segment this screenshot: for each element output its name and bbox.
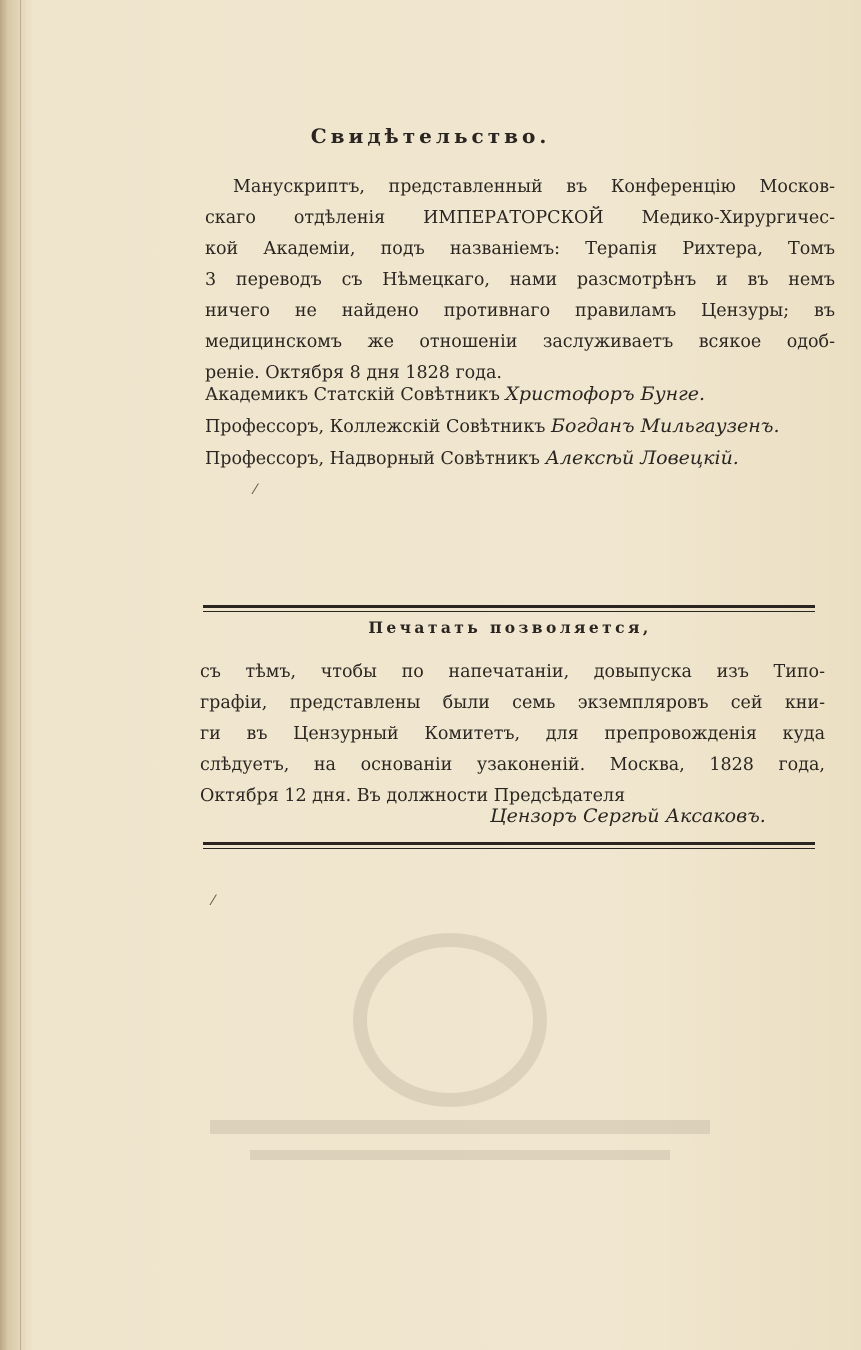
bleed-through-shadow [150, 900, 770, 1200]
signature-title: Профессоръ, Коллежскій Совѣтникъ [205, 417, 546, 437]
separator-rule-bottom [203, 842, 815, 845]
paragraph-line: Манускриптъ, представленный въ Конференцію Москов- [233, 177, 835, 197]
signature-block [205, 379, 835, 475]
paragraph-line: скаго отдѣленія ИМПЕРАТОРСКОЙ Медико-Хирургичес- [205, 208, 835, 228]
spine-fold-line [20, 0, 21, 1350]
paragraph-line: графіи, представлены были семь экземпляровъ сей кни- [200, 693, 825, 713]
paragraph-line: слѣдуетъ, на основаніи узаконеній. Москва, 1828 года, [200, 755, 825, 775]
separator-rule-top [203, 605, 815, 608]
separator-rule-bottom-thin [203, 848, 815, 849]
paragraph-line: ги въ Цензурный Комитетъ, для препровожденія куда [200, 724, 825, 744]
signature-line [205, 443, 835, 475]
paragraph-line: Октября 12 дня. Въ должности Предсѣдателя [200, 786, 626, 806]
paragraph-line: медицинскомъ же отношеніи заслуживаетъ всякое одоб- [205, 332, 835, 352]
paragraph-line: кой Академіи, подъ названіемъ: Терапія Рихтера, Томъ [205, 239, 835, 259]
permission-heading: Печатать позволяется, [368, 618, 652, 637]
certificate-paragraph [205, 172, 835, 389]
permission-paragraph [200, 657, 825, 812]
ink-mark: ⁄ [212, 893, 215, 909]
paragraph-line: реніе. Октября 8 дня 1828 года. [205, 363, 502, 383]
signature-name: Алексѣй Ловецкій. [545, 447, 739, 469]
paragraph-line: 3 переводъ съ Нѣмецкаго, нами разсмотрѣнъ и въ немъ [205, 270, 835, 290]
signature-title: Академикъ Статскій Совѣтникъ [205, 385, 500, 405]
separator-rule-top-thin [203, 611, 815, 612]
certificate-heading: Свидѣтельство. [310, 124, 551, 148]
ink-mark: ⁄ [254, 482, 257, 498]
signature-line [205, 379, 835, 411]
censor-signature: Цензоръ Сергѣй Аксаковъ. [490, 805, 766, 827]
paragraph-line: ничего не найдено противнаго правиламъ Цензуры; въ [205, 301, 835, 321]
signature-name: Христофоръ Бунге. [505, 383, 705, 405]
signature-line [205, 411, 835, 443]
paragraph-line: съ тѣмъ, чтобы по напечатаніи, довыпуска изъ Типо- [200, 662, 825, 682]
book-spine-edge [0, 0, 26, 1350]
signature-name: Богданъ Мильгаузенъ. [550, 415, 780, 437]
signature-title: Профессоръ, Надворный Совѣтникъ [205, 449, 540, 469]
